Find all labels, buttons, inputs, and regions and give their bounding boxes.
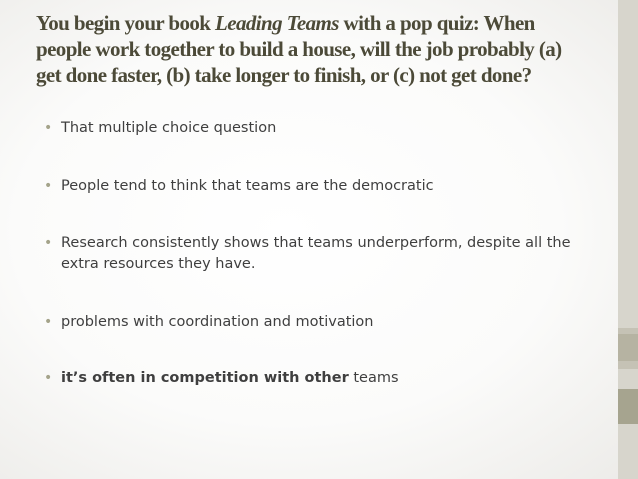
bullet-item xyxy=(44,233,574,275)
bullet-plain-text: teams xyxy=(348,370,399,386)
title-text-lead: You begin your book xyxy=(36,11,216,35)
title-text-rest: with a pop quiz: When people work together to build a house, will the job probably (a) get done faster, (b) take longer to finish, or (c) not get done? xyxy=(36,11,562,87)
title-book-name: Leading Teams xyxy=(215,11,339,35)
bullet-item xyxy=(44,368,574,389)
slide-title xyxy=(36,10,576,88)
bullet-dot-icon: • xyxy=(44,370,53,386)
bullet-text: That multiple choice question xyxy=(61,120,277,136)
bullet-dot-icon: • xyxy=(44,178,53,194)
bullet-item xyxy=(44,176,574,197)
bullet-bold-text: it’s often in competition with other xyxy=(61,370,349,386)
bullet-dot-icon: • xyxy=(44,235,53,251)
bullet-item xyxy=(44,312,574,333)
bullet-text xyxy=(61,368,574,389)
side-decor-bar xyxy=(618,334,638,361)
side-decor-bar xyxy=(618,389,638,424)
side-decor-bar xyxy=(618,369,638,389)
bullet-dot-icon: • xyxy=(44,314,53,330)
bullet-text: Research consistently shows that teams underperform, despite all the extra resources they have. xyxy=(61,235,571,272)
bullet-dot-icon: • xyxy=(44,120,53,136)
bullet-item xyxy=(44,118,574,139)
side-decor-bar xyxy=(618,361,638,369)
side-decor-bar xyxy=(618,0,638,328)
side-decor-bar xyxy=(618,424,638,479)
bullet-text: problems with coordination and motivation xyxy=(61,314,374,330)
bullet-text: People tend to think that teams are the democratic xyxy=(61,178,434,194)
